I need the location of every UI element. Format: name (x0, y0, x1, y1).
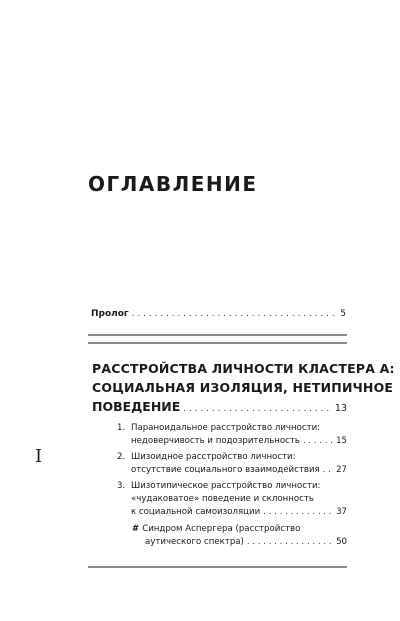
item-number: 1. (117, 423, 126, 433)
toc-entry-subitem[interactable] (145, 537, 347, 547)
dot-leader (183, 404, 332, 414)
item-number: 2. (117, 452, 126, 462)
item-page: 37 (336, 507, 347, 517)
subitem-page: 50 (336, 537, 347, 547)
text-cursor-icon: I (35, 446, 43, 467)
toc-entry-prolog[interactable] (91, 309, 346, 319)
dot-leader (247, 537, 333, 547)
cluster-page: 13 (334, 403, 347, 414)
dot-leader (263, 507, 333, 517)
item-last-line: отсутствие социального взаимодействия (131, 465, 320, 475)
toc-heading: ОГЛАВЛЕНИЕ (88, 172, 258, 196)
subitem-text: Синдром Аспергера (расстройство (142, 524, 301, 534)
cluster-title-line-2: СОЦИАЛЬНАЯ ИЗОЛЯЦИЯ, НЕТИПИЧНОЕ (92, 380, 394, 395)
prolog-page: 5 (340, 309, 346, 319)
prolog-label: Пролог (91, 309, 129, 319)
item-last-line: недоверчивость и подозрительность (131, 436, 300, 446)
cluster-title-line-1: РАССТРОЙСТВА ЛИЧНОСТИ КЛАСТЕРА А: (92, 361, 395, 376)
subitem-line (132, 524, 300, 534)
toc-divider (88, 342, 347, 344)
dot-leader (303, 436, 333, 446)
toc-entry-item-2[interactable] (131, 465, 347, 475)
dot-leader (132, 309, 338, 319)
bottom-divider (88, 566, 347, 568)
item-number: 3. (117, 481, 126, 491)
item-line: Шизотипическое расстройство личности: (131, 481, 321, 491)
item-line: Параноидальное расстройство личности: (131, 423, 321, 433)
item-page: 27 (336, 465, 347, 475)
item-line: Шизоидное расстройство личности: (131, 452, 296, 462)
subitem-last-line: аутического спектра) (145, 537, 244, 547)
item-line: «чудаковатое» поведение и склонность (131, 494, 314, 504)
toc-entry-item-1[interactable] (131, 436, 347, 446)
cluster-title-line-3: ПОВЕДЕНИЕ (92, 399, 181, 414)
item-last-line: к социальной самоизоляции (131, 507, 261, 517)
item-page: 15 (336, 436, 347, 446)
hash-marker-icon: # (132, 524, 140, 534)
toc-entry-cluster[interactable] (92, 399, 347, 414)
toc-entry-item-3[interactable] (131, 507, 347, 517)
top-divider (88, 334, 347, 336)
dot-leader (323, 465, 333, 475)
